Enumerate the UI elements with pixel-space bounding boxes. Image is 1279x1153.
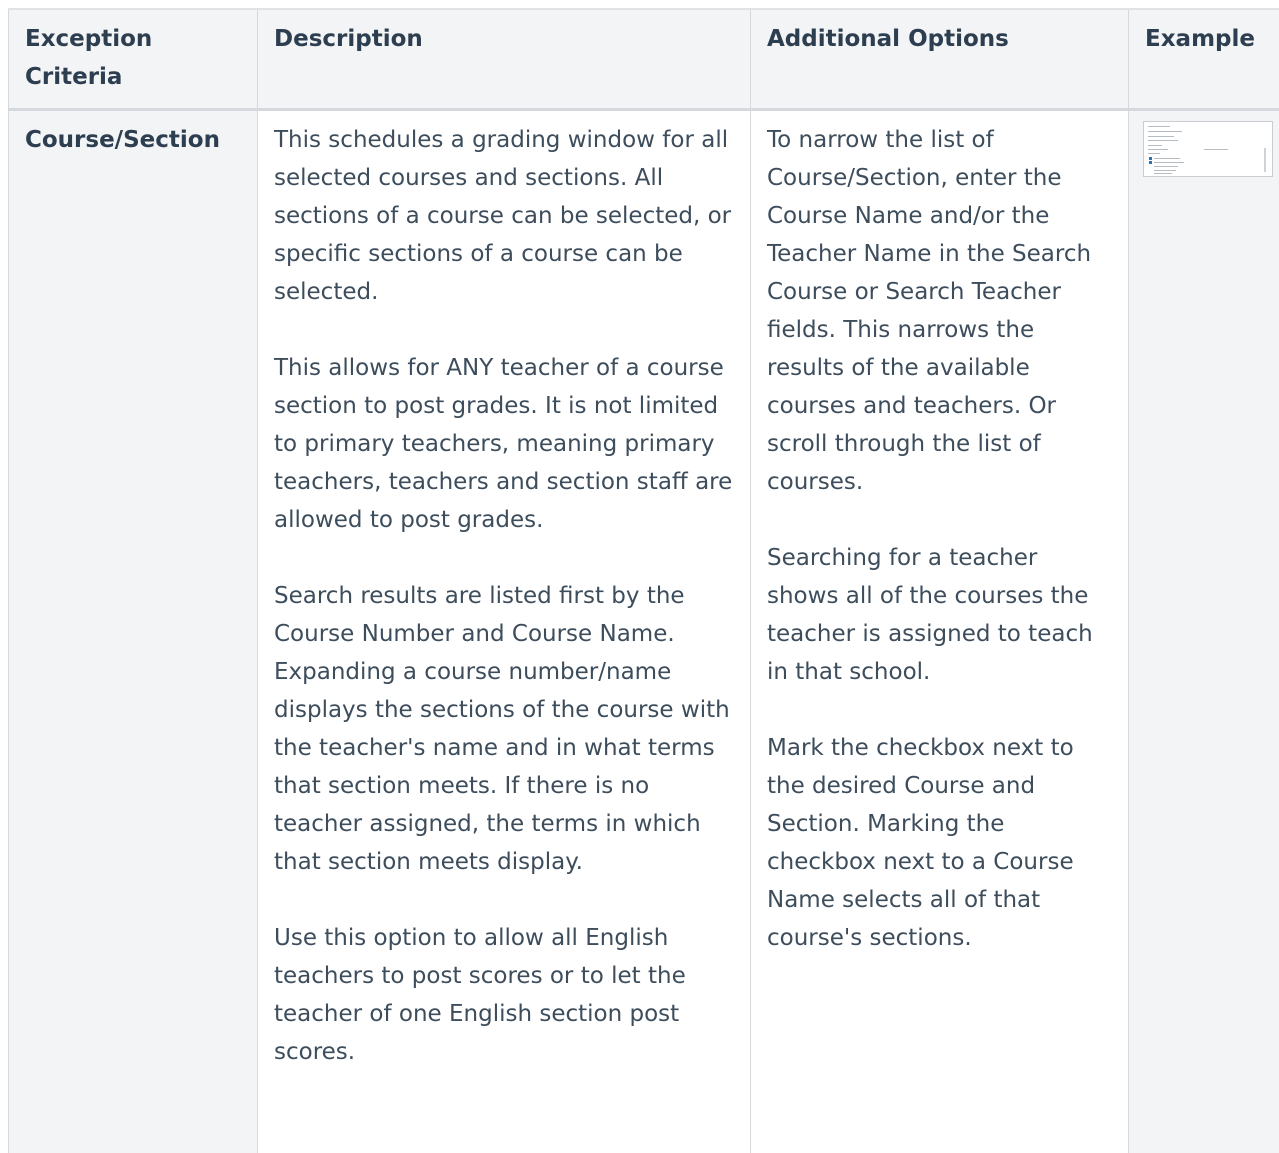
header-additional-options: Additional Options xyxy=(751,9,1129,110)
description-paragraph: This schedules a grading window for all selected courses and sections. All sections of a course can be selected, or specific sections of a course can be selected. xyxy=(274,127,732,305)
header-row xyxy=(9,9,1279,110)
example-screenshot-thumbnail[interactable] xyxy=(1143,121,1273,177)
example-cell xyxy=(1129,110,1279,1153)
exception-criteria-table xyxy=(8,8,1279,1153)
additional-options-cell xyxy=(751,110,1129,1153)
options-paragraph: Searching for a teacher shows all of the courses the teacher is assigned to teach in that school. xyxy=(767,545,1093,685)
table-row xyxy=(9,110,1279,1153)
description-paragraph: This allows for ANY teacher of a course section to post grades. It is not limited to primary teachers, meaning primary teachers, teachers and section staff are allowed to post grades. xyxy=(274,355,733,533)
options-paragraph: To narrow the list of Course/Section, enter the Course Name and/or the Teacher Name in the Search Course or Search Teacher fields. This narrows the results of the available courses and teachers. Or scroll through the list of courses. xyxy=(767,127,1092,495)
header-example: Example xyxy=(1129,9,1279,110)
criterion-name: Course/Section xyxy=(9,110,258,1153)
header-exception-criteria: Exception Criteria xyxy=(9,9,258,110)
header-description: Description xyxy=(258,9,751,110)
options-paragraph: Mark the checkbox next to the desired Course and Section. Marking the checkbox next to a Course Name selects all of that course's sections. xyxy=(767,735,1074,951)
description-paragraph: Search results are listed first by the Course Number and Course Name. Expanding a course number/name displays the sections of the course with the teacher's name and in what terms that section meets. If there is no teacher assigned, the terms in which that section meets display. xyxy=(274,583,730,875)
description-paragraph: Use this option to allow all English teachers to post scores or to let the teacher of one English section post scores. xyxy=(274,925,686,1065)
description-cell xyxy=(258,110,751,1153)
